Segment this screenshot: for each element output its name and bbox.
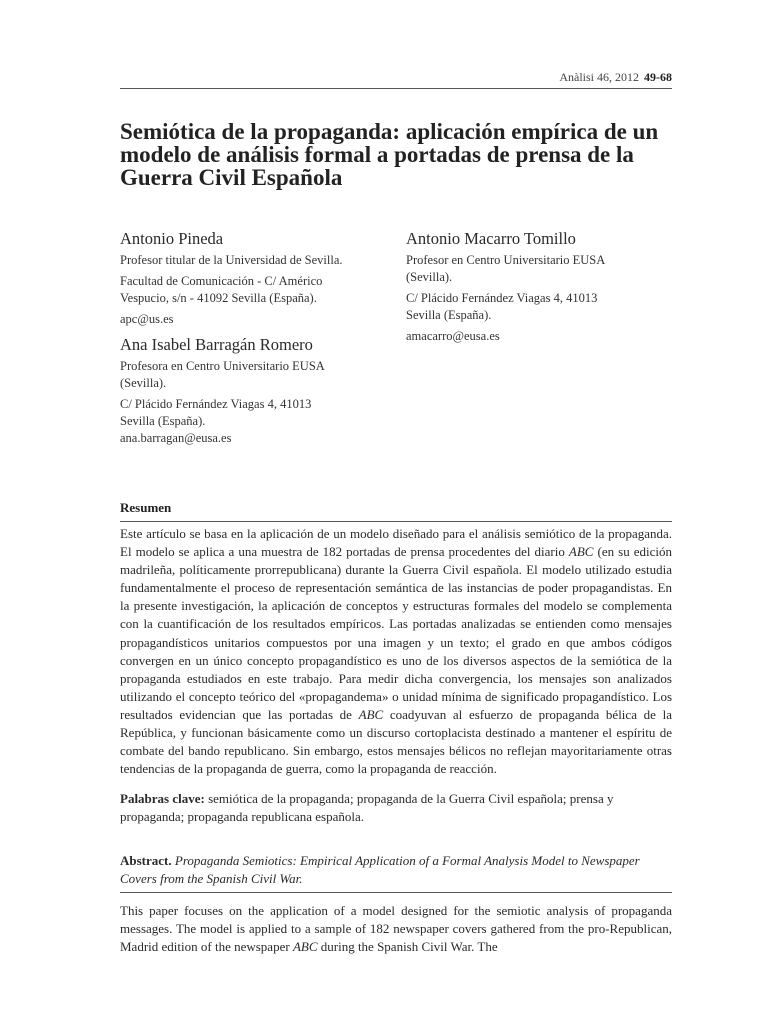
resumen-heading: Resumen [120,500,172,515]
author-affiliation: Profesor titular de la Universidad de Sevilla. [120,253,343,267]
newspaper-name: ABC [292,939,318,955]
author-address: C/ Plácido Fernández Viagas 4, 41013 [120,397,312,411]
newspaper-name: ABC [358,706,384,722]
author-affiliation: (Sevilla). [406,270,453,284]
author-affiliation: Profesor en Centro Universitario EUSA [406,253,606,267]
author-email: amacarro@eusa.es [406,329,500,343]
author-block-barragan [120,334,390,447]
author-name: Antonio Pineda [120,229,224,248]
author-block-pineda [120,228,390,328]
abstract-rule [120,892,672,893]
author-email: apc@us.es [120,312,174,326]
author-address: Facultad de Comunicación - C/ Américo [120,274,323,288]
header-rule [120,88,672,89]
abstract-heading [120,852,672,888]
author-email: ana.barragan@eusa.es [120,431,232,445]
author-address: C/ Plácido Fernández Viagas 4, 41013 [406,291,598,305]
running-head [559,70,672,85]
author-affiliation: (Sevilla). [120,376,167,390]
article-title: Semiótica de la propaganda: aplicación empírica de un modelo de análisis formal a portadas de prensa de la Guerra Civil Española [120,119,659,190]
author-address: Sevilla (España). [120,414,206,428]
author-block-macarro [406,228,676,345]
author-address: Sevilla (España). [406,308,492,322]
abstract-title: Propaganda Semiotics: Empirical Application of a Formal Analysis Model to Newspaper Covers from the Spanish Civil War. [120,853,640,887]
author-affiliation: Profesora en Centro Universitario EUSA [120,359,325,373]
newspaper-name: ABC [568,544,594,560]
abstract-label: Abstract. [120,853,172,868]
resumen-text: (en su edición madrileña, políticamente prorrepublicana) durante la Guerra Civil española. El modelo utilizado estudia fundamentalmente el proceso de representación semántica de las instancias de poder propagandistas. En la presente investigación, la aplicación de conceptos y estructuras formales del modelo se complementa con la cuantificación de los resultados empíricos. Las portadas analizadas se entienden como mensajes propagandísticos unitarios compuestos por una imagen y un texto; el grado en que ambos códigos convergen en un único concepto propagandístico es uno de los diversos aspectos de la semiótica de la propaganda estudiados en este trabajo. Para medir dicha convergencia, los mensajes son analizados utilizando el concepto teórico del «propagandema» o unidad mínima de significado propagandístico. Los resultados evidencian que las portadas de [120,544,672,722]
page-range: 49-68 [644,70,672,84]
resumen-text: coadyuvan al esfuerzo de propaganda bélica de la República, y funcionan básicamente como un discurso cortoplacista destinado a mantener el espíritu de combate del bando republicano. Sin embargo, estos mensajes bélicos no reflejan mayoritariamente otras tendencias de la propaganda de guerra, como la propaganda de reacción. [120,706,672,777]
keywords-text: semiótica de la propaganda; propaganda de la Guerra Civil española; prensa y propaganda; propaganda republicana española. [120,791,614,825]
resumen-text: Este artículo se basa en la aplicación de un modelo diseñado para el análisis semiótico de la propaganda. El modelo se aplica a una muestra de 182 portadas de prensa procedentes del diario [120,526,672,560]
author-name: Ana Isabel Barragán Romero [120,335,313,354]
author-name: Antonio Macarro Tomillo [406,229,576,248]
abstract-text: during the Spanish Civil War. The [317,939,498,955]
keywords-label: Palabras clave: [120,791,205,806]
resumen-rule [120,521,672,522]
abstract-text: This paper focuses on the application of a model designed for the semiotic analysis of propaganda messages. The model is applied to a sample of 182 newspaper covers gathered from the pro-Republican, Madrid edition of the newspaper [120,903,672,955]
journal-citation: Anàlisi 46, 2012 [559,70,639,84]
author-address: Vespucio, s/n - 41092 Sevilla (España). [120,291,317,305]
abstract-body [120,902,672,956]
keywords [120,790,672,826]
resumen-body [120,525,672,778]
